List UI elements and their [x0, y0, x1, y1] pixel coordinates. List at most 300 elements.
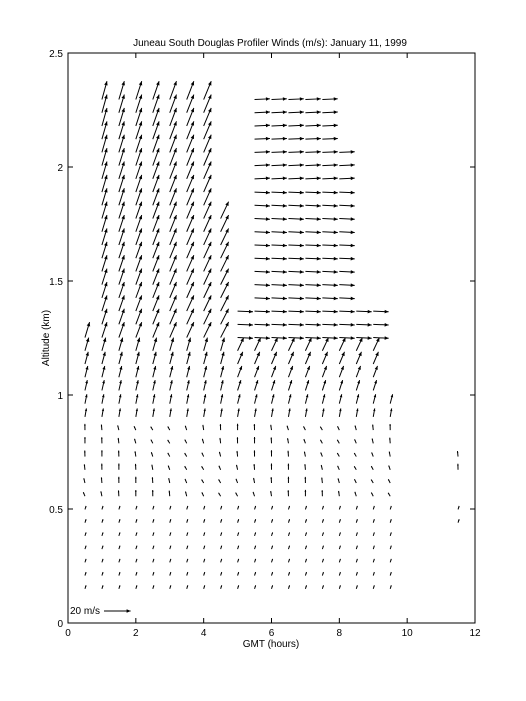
wind-arrow [236, 493, 238, 497]
wind-arrow [321, 465, 322, 470]
wind-arrow [204, 338, 208, 351]
wind-arrow [136, 559, 137, 563]
wind-arrow [288, 244, 303, 248]
wind-arrow [305, 270, 320, 274]
wind-arrow [288, 97, 303, 101]
wind-arrow [170, 546, 171, 550]
wind-arrow [338, 426, 340, 430]
wind-arrow [135, 490, 137, 496]
wind-arrow [288, 366, 292, 377]
wind-arrow [255, 338, 261, 351]
wind-arrow [85, 546, 86, 550]
wind-arrow [102, 559, 103, 563]
wind-arrow [185, 440, 187, 444]
wind-arrow [204, 532, 205, 536]
wind-arrow [85, 322, 90, 337]
wind-arrow [305, 394, 308, 403]
wind-arrow [204, 309, 212, 325]
wind-arrow [219, 452, 220, 457]
wind-arrow [356, 380, 360, 390]
wind-arrow [238, 323, 253, 327]
wind-arrow [102, 394, 105, 403]
wind-arrow [85, 366, 88, 377]
wind-arrow [271, 450, 273, 456]
wind-arrow [339, 559, 340, 563]
wind-arrow [119, 309, 125, 325]
wind-arrow [187, 282, 194, 298]
wind-arrow [101, 450, 103, 456]
wind-arrow [151, 465, 152, 470]
wind-arrow [170, 394, 173, 403]
wind-arrow [187, 506, 188, 510]
wind-arrow [238, 310, 253, 314]
wind-arrow [305, 204, 320, 208]
wind-arrow [83, 492, 85, 496]
wind-arrow [187, 295, 194, 311]
wind-arrow [255, 137, 270, 141]
wind-arrow [288, 191, 303, 195]
wind-arrow [288, 270, 303, 274]
scale-reference-label: 20 m/s [70, 606, 101, 617]
wind-arrow [187, 546, 188, 550]
wind-arrow [255, 546, 256, 550]
wind-arrow [272, 380, 276, 390]
wind-arrow [168, 478, 169, 483]
scale-arrow [104, 609, 131, 613]
wind-arrow [254, 424, 256, 430]
wind-arrow [338, 466, 340, 470]
wind-arrow [119, 352, 123, 364]
wind-arrow [287, 426, 289, 430]
wind-arrow [288, 310, 303, 314]
wind-arrow [373, 380, 377, 390]
wind-arrow [272, 163, 287, 167]
wind-arrow [101, 425, 103, 431]
wind-arrow [288, 137, 303, 141]
wind-arrow [305, 297, 320, 301]
wind-arrow [355, 492, 357, 496]
wind-arrow [390, 408, 392, 416]
wind-arrow [255, 336, 270, 340]
wind-arrow [204, 559, 205, 563]
wind-arrow [322, 244, 337, 248]
wind-arrow [339, 352, 344, 364]
wind-arrow [373, 310, 388, 314]
wind-arrow [373, 572, 374, 576]
wind-arrow [272, 297, 287, 301]
wind-arrow [85, 572, 86, 576]
wind-arrow [185, 479, 187, 483]
wind-arrow [170, 585, 171, 589]
wind-arrow [238, 532, 239, 536]
wind-arrow [373, 336, 388, 340]
wind-arrow [118, 438, 119, 443]
wind-arrow [322, 338, 328, 351]
wind-arrow [322, 257, 337, 261]
wind-arrow [270, 491, 271, 496]
y-tick-label: 2 [57, 163, 63, 174]
wind-arrow [305, 490, 307, 496]
x-tick-label: 12 [469, 628, 481, 639]
wind-arrow [305, 257, 320, 261]
wind-arrow [204, 295, 212, 311]
wind-arrow [202, 479, 204, 483]
wind-arrow [305, 110, 320, 114]
wind-arrow [136, 295, 142, 311]
wind-arrow [373, 366, 377, 377]
wind-arrow [272, 124, 287, 128]
wind-arrow [170, 242, 177, 258]
wind-arrow [373, 506, 374, 510]
wind-arrow [221, 506, 222, 510]
wind-arrow [339, 336, 354, 340]
wind-arrow [134, 439, 136, 444]
wind-arrow [339, 323, 354, 327]
wind-arrow [288, 380, 292, 390]
wind-arrow [288, 519, 289, 523]
wind-arrow [255, 519, 256, 523]
wind-arrow [303, 426, 305, 430]
wind-arrow [170, 408, 172, 416]
wind-arrow [305, 519, 306, 523]
wind-arrow [237, 424, 239, 430]
wind-arrow [305, 585, 306, 589]
wind-arrow [272, 310, 287, 314]
wind-arrow [187, 352, 191, 364]
wind-arrow [287, 438, 288, 443]
wind-arrow [322, 150, 337, 154]
wind-arrow [219, 493, 221, 497]
wind-arrow [153, 506, 154, 510]
wind-arrow [221, 394, 224, 403]
wind-arrow [287, 451, 289, 457]
wind-arrow [221, 282, 229, 298]
wind-arrow [355, 439, 357, 443]
wind-arrow [272, 137, 287, 141]
wind-arrow [185, 466, 187, 470]
wind-arrow [339, 230, 354, 234]
wind-arrow [255, 270, 270, 274]
wind-arrow [170, 380, 173, 390]
wind-arrow [153, 408, 155, 416]
chart-title: Juneau South Douglas Profiler Winds (m/s): January 11, 1999 [133, 38, 407, 49]
y-tick-label: 1 [57, 391, 63, 402]
wind-arrow [272, 519, 273, 523]
wind-arrow [373, 394, 376, 403]
wind-arrow [84, 464, 85, 469]
wind-arrow [305, 191, 320, 195]
wind-arrow [373, 532, 374, 536]
wind-arrow [153, 519, 154, 523]
wind-arrow [119, 408, 121, 416]
wind-arrow [84, 451, 86, 457]
wind-arrow [390, 572, 391, 576]
wind-arrow [221, 295, 229, 311]
wind-arrow [238, 546, 239, 550]
wind-arrow [153, 352, 157, 364]
wind-arrow [288, 124, 303, 128]
wind-arrow [136, 585, 137, 589]
x-tick-label: 8 [336, 628, 343, 639]
wind-arrow [84, 424, 86, 430]
wind-arrow [305, 352, 310, 364]
wind-arrow [170, 269, 177, 285]
wind-arrow [338, 478, 340, 483]
wind-arrow [356, 585, 357, 589]
wind-arrow [339, 338, 345, 351]
wind-arrow [373, 352, 378, 364]
wind-arrow [238, 338, 244, 351]
wind-arrow [322, 124, 337, 128]
wind-arrow [339, 506, 340, 510]
wind-arrow [272, 338, 278, 351]
wind-arrow [304, 439, 306, 443]
wind-arrow [204, 585, 205, 589]
wind-arrow [153, 295, 159, 311]
wind-arrow [118, 451, 120, 457]
wind-arrow [151, 440, 153, 444]
wind-arrow [119, 572, 120, 576]
wind-arrow [322, 380, 326, 390]
wind-arrow [202, 425, 203, 430]
wind-arrow [118, 463, 120, 469]
wind-arrow [272, 150, 287, 154]
wind-arrow [102, 338, 106, 351]
wind-arrow [305, 323, 320, 327]
wind-arrow [204, 282, 212, 298]
wind-arrow [390, 394, 393, 403]
wind-arrow [339, 283, 354, 287]
wind-arrow [255, 217, 270, 221]
wind-arrow [101, 464, 103, 470]
wind-arrow [204, 322, 212, 337]
wind-arrow [238, 366, 242, 377]
wind-arrow [221, 532, 222, 536]
wind-arrow [390, 519, 391, 523]
wind-arrow [85, 394, 88, 403]
wind-arrow [305, 572, 306, 576]
wind-arrow [170, 532, 171, 536]
wind-arrow [254, 408, 256, 416]
wind-arrow [236, 479, 238, 483]
wind-arrow [255, 110, 270, 114]
wind-arrow [255, 380, 259, 390]
wind-arrow [83, 478, 84, 483]
wind-arrow [321, 490, 323, 496]
wind-arrow [305, 338, 311, 351]
wind-arrow [322, 204, 337, 208]
wind-arrow [204, 408, 206, 416]
wind-arrow [272, 532, 273, 536]
wind-arrow [238, 572, 239, 576]
wind-arrow [305, 366, 309, 377]
wind-arrow [288, 572, 289, 576]
wind-arrow [102, 546, 103, 550]
wind-arrow [288, 230, 303, 234]
y-tick-label: 1.5 [49, 277, 63, 288]
wind-arrow [339, 572, 340, 576]
wind-arrow [170, 309, 177, 325]
wind-arrow [255, 191, 270, 195]
wind-arrow [322, 283, 337, 287]
wind-arrow [322, 97, 337, 101]
wind-arrow [136, 394, 139, 403]
wind-arrow [287, 490, 289, 496]
wind-arrow [136, 572, 137, 576]
wind-arrow [135, 464, 137, 470]
wind-arrow [272, 217, 287, 221]
wind-arrow [136, 408, 138, 416]
x-tick-label: 6 [268, 628, 275, 639]
wind-arrow [238, 336, 253, 340]
wind-arrow [238, 394, 241, 403]
wind-arrow [101, 437, 103, 443]
wind-arrow [390, 546, 391, 550]
wind-arrow [288, 217, 303, 221]
wind-arrow [356, 572, 357, 576]
wind-arrow [373, 519, 374, 523]
wind-arrow [153, 338, 157, 351]
wind-arrow [170, 282, 177, 298]
wind-arrow [221, 202, 229, 219]
wind-arrow [270, 425, 271, 430]
wind-arrow [221, 366, 224, 377]
wind-arrow [119, 366, 122, 377]
wind-arrow [170, 572, 171, 576]
wind-arrow [320, 440, 322, 444]
wind-arrow [272, 336, 287, 340]
wind-arrow [221, 585, 222, 589]
wind-arrow [372, 439, 373, 444]
wind-arrow [117, 425, 118, 430]
wind-arrow [204, 366, 207, 377]
wind-arrow [272, 270, 287, 274]
wind-arrow [153, 269, 160, 285]
wind-arrow [236, 451, 238, 457]
wind-arrow [255, 257, 270, 261]
wind-arrow [389, 465, 391, 469]
wind-arrow [136, 546, 137, 550]
wind-arrow [136, 322, 142, 337]
wind-arrow [136, 506, 137, 510]
wind-arrow [339, 380, 343, 390]
wind-arrow [288, 297, 303, 301]
wind-arrow [337, 440, 339, 444]
wind-arrow [322, 532, 323, 536]
wind-arrow [322, 506, 323, 510]
wind-arrow [153, 309, 159, 325]
wind-arrow [204, 202, 212, 219]
wind-arrow [119, 394, 122, 403]
wind-arrow [152, 477, 154, 483]
wind-arrow [168, 466, 170, 470]
wind-arrow [102, 585, 103, 589]
wind-arrow [305, 163, 320, 167]
x-tick-label: 2 [133, 628, 139, 639]
wind-arrow [119, 585, 120, 589]
wind-arrow [170, 322, 177, 337]
wind-arrow [255, 283, 270, 287]
wind-arrow [134, 426, 136, 430]
wind-arrow [272, 177, 287, 181]
wind-arrow [390, 506, 391, 510]
wind-arrow [238, 380, 242, 390]
wind-arrow [85, 532, 86, 536]
wind-arrow [219, 479, 221, 483]
wind-arrow [272, 546, 273, 550]
wind-arrow [305, 477, 307, 483]
wind-arrow [272, 204, 287, 208]
wind-arrow [288, 257, 303, 261]
wind-arrow [221, 309, 229, 325]
wind-arrow [170, 338, 174, 351]
wind-arrow [220, 408, 222, 416]
wind-arrow [288, 336, 303, 340]
wind-arrow [153, 585, 154, 589]
wind-arrow [272, 283, 287, 287]
wind-arrow [255, 585, 256, 589]
wind-arrow [187, 338, 191, 351]
wind-arrow [202, 466, 204, 470]
wind-arrow [187, 309, 194, 325]
wind-arrow [153, 282, 159, 298]
wind-arrow [288, 546, 289, 550]
wind-arrow [322, 572, 323, 576]
wind-arrow [371, 480, 373, 484]
wind-arrow [271, 408, 273, 416]
wind-arrow [288, 506, 289, 510]
wind-arrow [187, 559, 188, 563]
wind-arrow [153, 380, 156, 390]
wind-arrow [339, 217, 354, 221]
wind-arrow [322, 366, 326, 377]
wind-arrow [237, 437, 239, 443]
wind-arrow [153, 255, 160, 271]
wind-arrow [135, 477, 137, 483]
wind-arrow [372, 452, 374, 456]
wind-arrow [272, 394, 275, 403]
wind-arrow [255, 124, 270, 128]
wind-arrow [221, 352, 225, 364]
wind-arrow [255, 506, 256, 510]
wind-arrow [373, 585, 374, 589]
wind-arrow [305, 150, 320, 154]
wind-arrow [322, 191, 337, 195]
wind-arrow [255, 177, 270, 181]
wind-arrow [136, 380, 139, 390]
wind-arrow [253, 478, 254, 483]
wind-arrow [356, 366, 360, 377]
wind-arrow [304, 464, 306, 470]
wind-arrow [255, 394, 258, 403]
wind-arrow [288, 352, 293, 364]
wind-arrow [169, 491, 171, 497]
wind-arrow [322, 177, 337, 181]
wind-arrow [168, 426, 170, 430]
wind-arrow [202, 492, 204, 496]
wind-arrow [339, 532, 340, 536]
wind-arrow [457, 464, 459, 470]
wind-arrow [151, 452, 153, 456]
wind-arrow [187, 532, 188, 536]
wind-arrow [356, 338, 362, 351]
wind-arrow [170, 255, 177, 271]
wind-arrow [255, 204, 270, 208]
wind-arrow [221, 269, 229, 285]
wind-arrow [338, 491, 339, 496]
wind-arrow [288, 408, 290, 416]
wind-arrow [187, 215, 194, 232]
